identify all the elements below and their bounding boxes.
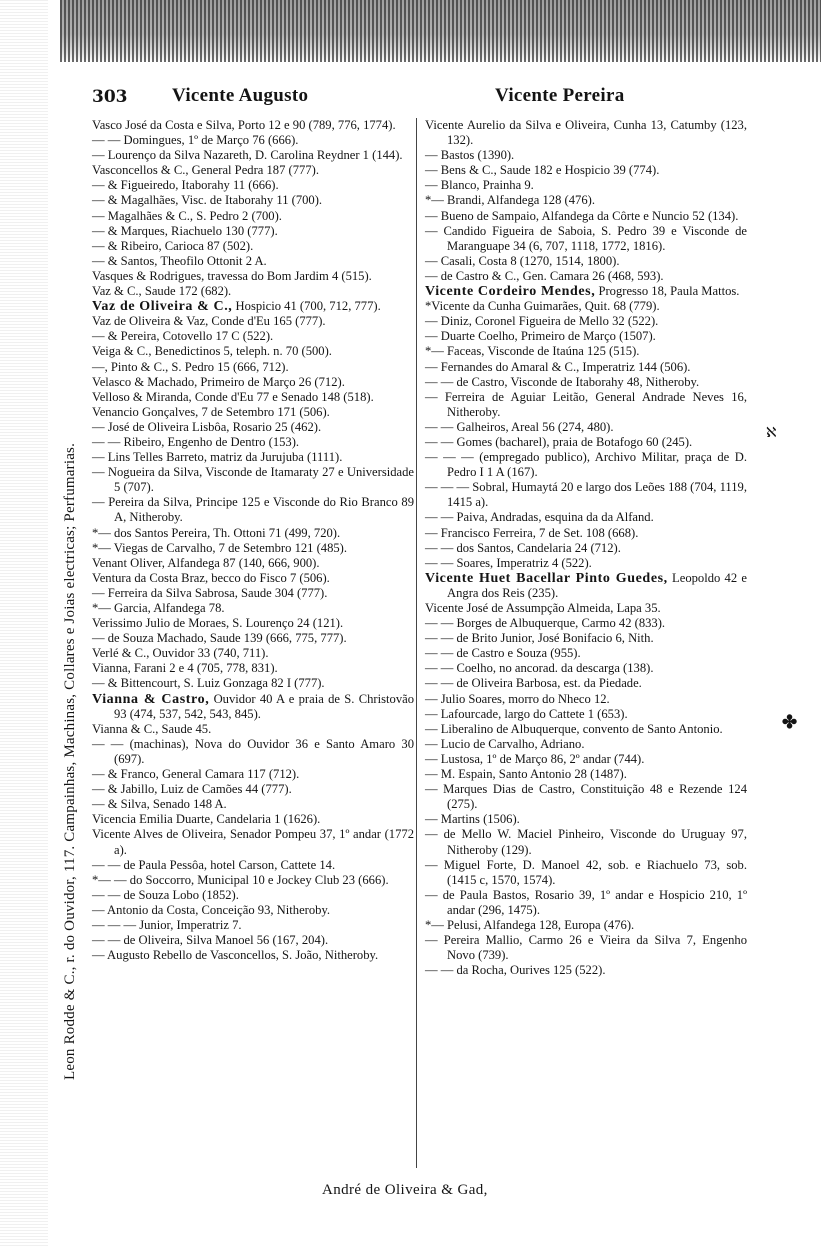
directory-entry: Vicente Alves de Oliveira, Senador Pompeu 37, 1º andar (1772 a). bbox=[92, 827, 414, 857]
directory-entry: Velasco & Machado, Primeiro de Março 26 (712). bbox=[92, 374, 345, 389]
directory-entry: — — da Rocha, Ourives 125 (522). bbox=[425, 963, 606, 978]
directory-entry: Vaz de Oliveira & C., Hospicio 41 (700, 712, 777). bbox=[92, 299, 381, 315]
directory-entry: Vicente Aurelio da Silva e Oliveira, Cunha 13, Catumby (123, 132). bbox=[425, 118, 747, 148]
entry-headline-name: Vaz de Oliveira & C., bbox=[92, 299, 233, 315]
directory-entry: — de Mello W. Maciel Pinheiro, Visconde do Uruguay 97, Nitheroby (129). bbox=[425, 827, 747, 857]
entry-headline-name: Vicente Cordeiro Mendes, bbox=[425, 284, 596, 300]
directory-entry: *Vicente da Cunha Guimarães, Quit. 68 (779). bbox=[425, 299, 660, 314]
directory-entry: Vicente José de Assumpção Almeida, Lapa 35. bbox=[425, 601, 661, 615]
directory-entry: — — — (empregado publico), Archivo Militar, praça de D. Pedro I 1 A (167). bbox=[425, 450, 747, 480]
directory-entry: — de Paula Bastos, Rosario 39, 1º andar e Hospicio 210, 1º andar (296, 1475). bbox=[425, 887, 747, 917]
directory-entry: — — Domingues, 1º de Março 76 (666). bbox=[92, 133, 299, 148]
directory-entry: Venant Oliver, Alfandega 87 (140, 666, 900). bbox=[92, 555, 320, 570]
running-head-right: Vicente Pereira bbox=[495, 85, 625, 106]
directory-entry: — & Magalhães, Visc. de Itaborahy 11 (700). bbox=[92, 193, 323, 208]
directory-entry: *— Faceas, Visconde de Itaúna 125 (515). bbox=[425, 344, 640, 359]
directory-page: 303 Vicente Augusto Vicente Pereira Leon Rodde & C., r. do Ouvidor, 117. Campainhas, Machinas, Collares e Joias electricas; Perfumarias. Vasco José da Costa e Silva, Porto 12 e 90 (789, 776, 1774). — — Domingues, 1º de Março 76 (666). — Lourenço da Silva Nazareth, D. Carolina Reydner 1 (144). Vasconcellos & C., General Pedra 187 (777). — & Figueiredo, Itaborahy 11 (666). — & Magalhães, Visc. de Itaborahy 11 (700). — Magalhães & C., S. Pedro 2 (700). — & Marques, Riachuelo 130 (777). — & Ribeiro, Carioca 87 (502). — & Santos, Theofilo Ottonit 2 A. Vasques & Rodrigues, travessa do Bom Jardim 4 (515). Vaz & C., Saude 172 (682). Vaz de Oliveira & C., Hospicio 41 (700, 712, 777). Vaz de Oliveira & Vaz, Conde d'Eu 165 (777). — & Pereira, Cotovello 17 C (522). Veiga & C., Benedictinos 5, teleph. n. 70 (500). —, Pinto & C., S. Pedro 15 (666, 712). Velasco & Machado, Primeiro de Março 26 (712). Velloso & Miranda, Conde d'Eu 77 e Senado 148 (518). Venancio Gonçalves, 7 de Setembro 171 (506). — José de Oliveira Lisbôa, Rosario 25 (462). — — Ribeiro, Engenho de Dentro (153). — Lins Telles Barreto, matriz da Jurujuba (1111). — Nogueira da Silva, Visconde de Itamaraty 27 e Universidade 5 (707). — Pereira da Silva, Principe 125 e Visconde do Rio Branco 89 A, Nitheroby. *— dos Santos Pereira, Th. Ottoni 71 (499, 720). *— Viegas de Carvalho, 7 de Setembro 121 (485). Venant Oliver, Alfandega 87 (140, 666, 900). Ventura da Costa Braz, becco do Fisco 7 (506). — Ferreira da Silva Sabrosa, Saude 304 (777). *— Garcia, Alfandega 78. Verissimo Julio de Moraes, S. Lourenço 24 (121). — de Souza Machado, Saude 139 (666, 775, 777). Verlé & C., Ouvidor 33 (740, 711). Vianna, Farani 2 e 4 (705, 778, 831). — & Bittencourt, S. Luiz Gonzaga 82 I (777). Vianna & Castro, Ouvidor 40 A e praia de S. Christovão 93 (474, 537, 542, 543, 845). Vianna & C., Saude 45. — — (machinas), Nova do Ouvidor 36 e Santo Amaro 30 (697). — & Franco, General Camara 117 (712). — & Jabillo, Luiz de Camões 44 (777). — & Silva, Senado 148 A. Vicencia Emilia Duarte, Candelaria 1 (1626). Vicente Alves de Oliveira, Senador Pompeu 37, 1º andar (1772 a). — — de Paula Pessôa, hotel Carson, Cattete 14. *— — do Soccorro, Municipal 10 e Jockey Club 23 (666). — — de Souza Lobo (1852). — Antonio da Costa, Conceição 93, Nitheroby. — — — Junior, Imperatriz 7. — — de Oliveira, Silva Manoel 56 (167, 204). — Augusto Rebello de Vasconcellos, S. João, Nitheroby. Vicente Aurelio da Silva e Oliveira, Cunha 13, Catumby (123, 132). — Bastos (1390). — Bens & C., Saude 182 e Hospicio 39 (774). — Blanco, Prainha 9. *— Brandi, Alfandega 128 (476). — Bueno de Sampaio, Alfandega da Côrte e Nuncio 52 (134). — Candido Figueira de Saboia, S. Pedro 39 e Visconde de Maranguape 34 (6, 707, 1118, 1772, 1816). — Casali, Costa 8 (1270, 1514, 1800). — de Castro & C., Gen. Camara 26 (468, 593). Vicente Cordeiro Mendes, Progresso 18, Paula Mattos. *Vicente da Cunha Guimarães, Quit. 68 (779). — Diniz, Coronel Figueira de Mello 32 (522). — Duarte Coelho, Primeiro de Março (1507). *— Faceas, Visconde de Itaúna 125 (515). — Fernandes do Amaral & C., Imperatriz 144 (506). — — de Castro, Visconde de Itaborahy 48, Nitheroby. — Ferreira de Aguiar Leitão, General Andrade Neves 16, Nitheroby. — — Galheiros, Areal 56 (274, 480). — — Gomes (bacharel), praia de Botafogo 60 (245). — — — (empregado publico), Archivo Militar, praça de D. Pedro I 1 A (167). — — — Sobral, Humaytá 20 e largo dos Leões 188 (704, 1119, 1415 a). — — Paiva, Andradas, esquina da da Alfand. — Francisco Ferreira, 7 de Set. 108 (668). — — dos Santos, Candelaria 24 (712). — — Soares, Imperatriz 4 (522). Vicente Huet Bacellar Pinto Guedes, Leopoldo 42 e Angra dos Reis (235). Vicente José de Assumpção Almeida, Lapa 35. — — Borges de Albuquerque, Carmo 42 (833). — — de Brito Junior, José Bonifacio 6, Nith. — — de Castro e Souza (955). — — Coelho, no ancorad. da descarga (138). — — de Oliveira Barbosa, est. da Piedade. — Julio Soares, morro do Nheco 12. — Lafourcade, largo do Cattete 1 (653). — Liberalino de Albuquerque, convento de Santo Antonio. — Lucio de Carvalho, Adriano. — Lustosa, 1º de Março 86, 2º andar (744). — M. Espain, Santo Antonio 28 (1487). — Marques Dias de Castro, Constituição 48 e Rezende 124 (275). — Martins (1506). — de Mello W. Maciel Pinheiro, Visconde do Uruguay 97, Nitheroby (129). — Miguel Forte, D. Manoel 42, sob. e Riachuelo 73, sob. (1415 c, 1570, 1574). — de Paula Bastos, Rosario 39, 1º andar e Hospicio 210, 1º andar (296, 1475). *— Pelusi, Alfandega 128, Europa (476). — Pereira Mallio, Carmo 26 e Vieira da Silva 7, Engenho Novo (739). — — da Rocha, Ourives 125 (522). ℵ ✤ André de Oliveira & Gad, bbox=[0, 0, 821, 1246]
directory-entry: Vianna & Castro, Ouvidor 40 A e praia de S. Christovão 93 (474, 537, 542, 543, 845). bbox=[92, 691, 415, 721]
directory-entry: — & Ribeiro, Carioca 87 (502). bbox=[92, 238, 254, 253]
directory-entry: — — (machinas), Nova do Ouvidor 36 e Santo Amaro 30 (697). bbox=[92, 736, 414, 766]
directory-entry: — — Galheiros, Areal 56 (274, 480). bbox=[425, 419, 614, 434]
directory-entry: — Fernandes do Amaral & C., Imperatriz 144 (506). bbox=[425, 359, 691, 374]
directory-entry: — Liberalino de Albuquerque, convento de Santo Antonio. bbox=[425, 721, 723, 736]
directory-entry: *— dos Santos Pereira, Th. Ottoni 71 (499, 720). bbox=[92, 525, 341, 540]
directory-entry: Vaz de Oliveira & Vaz, Conde d'Eu 165 (777). bbox=[92, 314, 326, 329]
directory-entry: — & Silva, Senado 148 A. bbox=[92, 797, 227, 812]
directory-entry: *— — do Soccorro, Municipal 10 e Jockey Club 23 (666). bbox=[92, 872, 389, 887]
directory-entry: — Pereira da Silva, Principe 125 e Visconde do Rio Branco 89 A, Nitheroby. bbox=[92, 495, 414, 525]
margin-ornament: ✤ bbox=[782, 712, 798, 733]
directory-entry: — Lourenço da Silva Nazareth, D. Carolina Reydner 1 (144). bbox=[92, 148, 403, 163]
directory-entry: — & Bittencourt, S. Luiz Gonzaga 82 I (777). bbox=[92, 676, 325, 691]
directory-entry: — — Ribeiro, Engenho de Dentro (153). bbox=[92, 434, 300, 449]
directory-entry: — — de Castro, Visconde de Itaborahy 48, Nitheroby. bbox=[425, 374, 700, 389]
directory-entry: Vicente Cordeiro Mendes, Progresso 18, Paula Mattos. bbox=[425, 284, 740, 300]
directory-entry: — — — Sobral, Humaytá 20 e largo dos Leões 188 (704, 1119, 1415 a). bbox=[425, 480, 747, 510]
directory-entry: — & Franco, General Camara 117 (712). bbox=[92, 767, 300, 782]
directory-entry: — — de Castro e Souza (955). bbox=[425, 646, 581, 661]
footer-imprint: André de Oliveira & Gad, bbox=[322, 1182, 488, 1198]
directory-entry: Venancio Gonçalves, 7 de Setembro 171 (506). bbox=[92, 404, 330, 419]
directory-entry: — Pereira Mallio, Carmo 26 e Vieira da Silva 7, Engenho Novo (739). bbox=[425, 933, 747, 963]
directory-entry: Verlé & C., Ouvidor 33 (740, 711). bbox=[92, 646, 269, 661]
scan-margin-noise bbox=[0, 0, 48, 1246]
directory-entry: Vicente Huet Bacellar Pinto Guedes, Leopoldo 42 e Angra dos Reis (235). bbox=[425, 570, 747, 600]
directory-entry: — Francisco Ferreira, 7 de Set. 108 (668). bbox=[425, 525, 639, 540]
margin-mark: ℵ bbox=[766, 425, 777, 441]
directory-entry: — & Santos, Theofilo Ottonit 2 A. bbox=[92, 253, 267, 268]
directory-entry: — Lafourcade, largo do Cattete 1 (653). bbox=[425, 706, 628, 721]
directory-entry: *— Viegas de Carvalho, 7 de Setembro 121 (485). bbox=[92, 540, 348, 555]
page-number: 303 bbox=[92, 87, 128, 107]
directory-entry: Vasco José da Costa e Silva, Porto 12 e 90 (789, 776, 1774). bbox=[92, 118, 396, 132]
directory-entry: — — Paiva, Andradas, esquina da da Alfand. bbox=[425, 510, 654, 525]
directory-entry: — & Jabillo, Luiz de Camões 44 (777). bbox=[92, 782, 292, 797]
directory-entry: —, Pinto & C., S. Pedro 15 (666, 712). bbox=[92, 359, 289, 374]
directory-entry: Vaz & C., Saude 172 (682). bbox=[92, 284, 232, 299]
directory-entry: — — dos Santos, Candelaria 24 (712). bbox=[425, 540, 621, 555]
column-divider bbox=[416, 118, 417, 1168]
directory-entry: Velloso & Miranda, Conde d'Eu 77 e Senado 148 (518). bbox=[92, 389, 374, 404]
entry-headline-name: Vianna & Castro, bbox=[92, 691, 210, 707]
directory-entry: Vianna, Farani 2 e 4 (705, 778, 831). bbox=[92, 661, 278, 676]
directory-entry: — Duarte Coelho, Primeiro de Março (1507). bbox=[425, 329, 656, 344]
directory-entry: Vasconcellos & C., General Pedra 187 (777). bbox=[92, 163, 319, 178]
left-column bbox=[92, 118, 414, 963]
directory-entry: — M. Espain, Santo Antonio 28 (1487). bbox=[425, 767, 627, 782]
directory-entry: Vasques & Rodrigues, travessa do Bom Jardim 4 (515). bbox=[92, 268, 372, 283]
scan-edge-shadow bbox=[60, 0, 821, 62]
directory-entry: — de Souza Machado, Saude 139 (666, 775, 777). bbox=[92, 631, 347, 646]
directory-entry: — Bens & C., Saude 182 e Hospicio 39 (774). bbox=[425, 163, 660, 178]
directory-entry: Ventura da Costa Braz, becco do Fisco 7 (506). bbox=[92, 570, 330, 585]
directory-entry: — Martins (1506). bbox=[425, 812, 520, 827]
directory-entry: — Lucio de Carvalho, Adriano. bbox=[425, 736, 585, 751]
directory-entry: — Magalhães & C., S. Pedro 2 (700). bbox=[92, 208, 282, 223]
directory-entry: — & Figueiredo, Itaborahy 11 (666). bbox=[92, 178, 279, 193]
directory-entry: — — Borges de Albuquerque, Carmo 42 (833). bbox=[425, 616, 666, 631]
directory-entry: — Antonio da Costa, Conceição 93, Nitheroby. bbox=[92, 902, 331, 917]
running-head-left: Vicente Augusto bbox=[172, 85, 309, 106]
directory-entry: — — de Souza Lobo (1852). bbox=[92, 887, 239, 902]
directory-entry: — — — Junior, Imperatriz 7. bbox=[92, 917, 242, 932]
directory-entry: — — Gomes (bacharel), praia de Botafogo 60 (245). bbox=[425, 434, 693, 449]
directory-entry: — — de Paula Pessôa, hotel Carson, Cattete 14. bbox=[92, 857, 336, 872]
directory-entry: — José de Oliveira Lisbôa, Rosario 25 (462). bbox=[92, 419, 322, 434]
directory-entry: — — de Oliveira, Silva Manoel 56 (167, 204). bbox=[92, 933, 329, 948]
directory-entry: — Bastos (1390). bbox=[425, 148, 515, 163]
directory-entry: — Bueno de Sampaio, Alfandega da Côrte e Nuncio 52 (134). bbox=[425, 208, 739, 223]
directory-entry: *— Pelusi, Alfandega 128, Europa (476). bbox=[425, 917, 635, 932]
directory-entry: — Julio Soares, morro do Nheco 12. bbox=[425, 691, 610, 706]
directory-entry: — de Castro & C., Gen. Camara 26 (468, 593). bbox=[425, 268, 664, 283]
directory-entry: — — Coelho, no ancorad. da descarga (138). bbox=[425, 661, 654, 676]
directory-entry: Vicencia Emilia Duarte, Candelaria 1 (1626). bbox=[92, 812, 321, 827]
directory-entry: — Lustosa, 1º de Março 86, 2º andar (744). bbox=[425, 751, 645, 766]
directory-entry: — Lins Telles Barreto, matriz da Jurujuba (1111). bbox=[92, 450, 343, 465]
directory-entry: — Ferreira de Aguiar Leitão, General Andrade Neves 16, Nitheroby. bbox=[425, 389, 747, 419]
directory-entry: — Augusto Rebello de Vasconcellos, S. João, Nitheroby. bbox=[92, 948, 379, 963]
right-column bbox=[425, 118, 747, 978]
directory-entry: — & Pereira, Cotovello 17 C (522). bbox=[92, 329, 274, 344]
directory-entry: — Casali, Costa 8 (1270, 1514, 1800). bbox=[425, 253, 620, 268]
directory-entry: Verissimo Julio de Moraes, S. Lourenço 24 (121). bbox=[92, 616, 344, 631]
directory-entry: — Diniz, Coronel Figueira de Mello 32 (522). bbox=[425, 314, 659, 329]
directory-entry: Veiga & C., Benedictinos 5, teleph. n. 70 (500). bbox=[92, 344, 332, 359]
directory-entry: — Blanco, Prainha 9. bbox=[425, 178, 534, 193]
entry-headline-name: Vicente Huet Bacellar Pinto Guedes, bbox=[425, 570, 668, 586]
directory-entry: — Candido Figueira de Saboia, S. Pedro 39 e Visconde de Maranguape 34 (6, 707, 1118, 1772, 1816). bbox=[425, 223, 747, 253]
directory-entry: *— Garcia, Alfandega 78. bbox=[92, 601, 225, 615]
directory-entry: — & Marques, Riachuelo 130 (777). bbox=[92, 223, 278, 238]
directory-entry: — Ferreira da Silva Sabrosa, Saude 304 (777). bbox=[92, 585, 328, 600]
directory-entry: — Nogueira da Silva, Visconde de Itamaraty 27 e Universidade 5 (707). bbox=[92, 465, 414, 495]
directory-entry: *— Brandi, Alfandega 128 (476). bbox=[425, 193, 595, 208]
directory-entry: — Marques Dias de Castro, Constituição 48 e Rezende 124 (275). bbox=[425, 782, 747, 812]
directory-entry: — Miguel Forte, D. Manoel 42, sob. e Riachuelo 73, sob. (1415 c, 1570, 1574). bbox=[425, 857, 747, 887]
directory-entry: — — de Brito Junior, José Bonifacio 6, Nith. bbox=[425, 631, 654, 646]
directory-entry: — — de Oliveira Barbosa, est. da Piedade. bbox=[425, 676, 642, 691]
directory-entry: Vianna & C., Saude 45. bbox=[92, 721, 212, 736]
directory-entry: — — Soares, Imperatriz 4 (522). bbox=[425, 555, 592, 570]
